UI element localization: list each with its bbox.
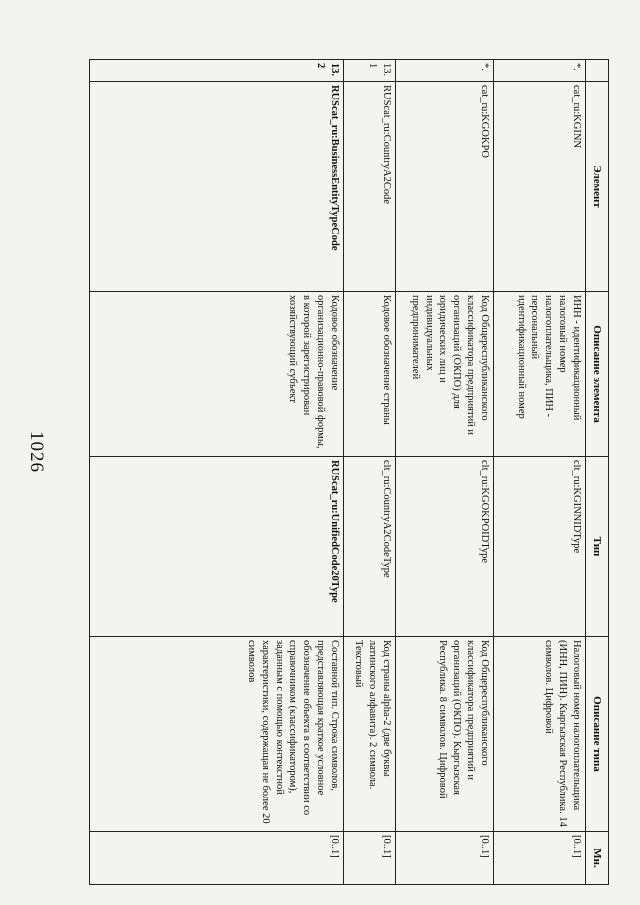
table-row <box>344 60 396 885</box>
type-name: clt_ru:KGINNIDType <box>494 457 586 637</box>
header-multiplicity: Мн. <box>586 832 609 885</box>
page-number: 1026 <box>26 431 47 473</box>
table-row <box>90 60 344 885</box>
element-description: Код Общереспубликанского классификатора предприятий и организаций (ОКПО) для юридических лиц и индивидуальных предпринимателей <box>396 292 494 457</box>
row-number: *. <box>396 60 494 82</box>
row-number: 13.2 <box>90 60 344 82</box>
table-header-row <box>586 60 609 885</box>
multiplicity: [0..1] <box>90 832 344 885</box>
element-name: cat_ru:KGOKPO <box>396 82 494 292</box>
multiplicity: [0..1] <box>344 832 396 885</box>
element-description: ИНН - идентификационный налоговый номер налогоплательщика, ПИН - персональный идентификационный номер <box>494 292 586 457</box>
type-description: Составной тип. Строка символов, представляющая краткое условное обозначение объекта в соответствии со справочником (классификатором), заданным с помощью контекстной характеристики, содержащая не более 20 символов <box>90 637 344 832</box>
multiplicity: [0..1] <box>494 832 586 885</box>
element-name: cat_ru:KGINN <box>494 82 586 292</box>
type-description: Код страны alpha-2 (две буквы латинского алфавита). 2 символа. Текстовый <box>344 637 396 832</box>
table-row <box>494 60 586 885</box>
type-description: Код Общереспубликанского классификатора предприятий и организаций (ОКПО). Кыргызская Республика. 8 символов. Цифровой <box>396 637 494 832</box>
multiplicity: [0..1] <box>396 832 494 885</box>
type-name: clt_ru:CountryA2CodeType <box>344 457 396 637</box>
row-number: 13.1 <box>344 60 396 82</box>
header-type: Тип <box>586 457 609 637</box>
header-num <box>586 60 609 82</box>
type-name: clt_ru:KGOKPOIDType <box>396 457 494 637</box>
element-spec-table <box>89 59 609 885</box>
row-number: *. <box>494 60 586 82</box>
element-description: Кодовое обозначение организационно-правовой формы, в которой зарегистрирован хозяйствующий субъект <box>90 292 344 457</box>
table-row <box>396 60 494 885</box>
element-description: Кодовое обозначение страны <box>344 292 396 457</box>
element-name: RUScat_ru:CountryA2Code <box>344 82 396 292</box>
element-name: RUScat_ru:BusinessEntityTypeCode <box>90 82 344 292</box>
type-description: Налоговый номер налогоплательщика (ИНН, ПИН). Кыргызская Республика. 14 символов. Цифровой <box>494 637 586 832</box>
header-element: Элемент <box>586 82 609 292</box>
header-type-desc: Описание типа <box>586 637 609 832</box>
type-name: RUScat_ru:UnifiedCode20Type <box>90 457 344 637</box>
header-element-desc: Описание элемента <box>586 292 609 457</box>
document-table-frame <box>89 59 609 884</box>
